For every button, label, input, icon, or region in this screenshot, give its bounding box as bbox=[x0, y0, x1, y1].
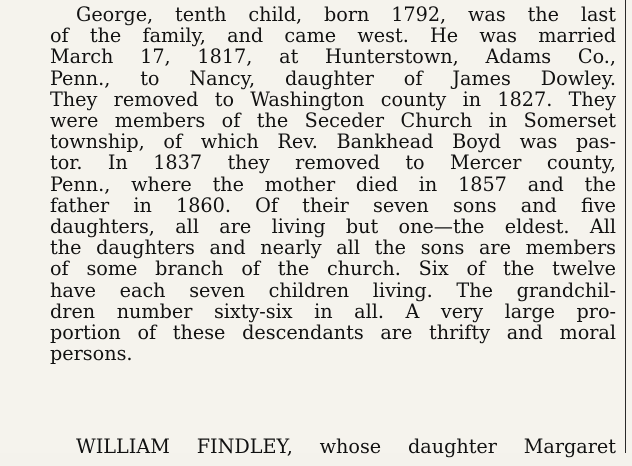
text-line: George, tenth child, born 1792, was the last bbox=[76, 3, 616, 26]
text-line: persons. bbox=[50, 342, 133, 366]
text-line: township, of which Rev. Bankhead Boyd was pas- bbox=[50, 130, 616, 154]
text-line: of the family, and came west. He was married bbox=[50, 24, 616, 48]
text-line: daughters, all are living but one—the eldest. All bbox=[50, 215, 616, 239]
text-line: father in 1860. Of their seven sons and five bbox=[50, 193, 616, 217]
text-line: tor. In 1837 they removed to Mercer county, bbox=[50, 151, 616, 175]
text-line: portion of these descendants are thrifty and moral bbox=[50, 321, 616, 345]
text-line: the daughters and nearly all the sons are members bbox=[50, 236, 616, 260]
text-line: March 17, 1817, at Hunterstown, Adams Co., bbox=[50, 45, 616, 69]
text-line: were members of the Seceder Church in Somerset bbox=[50, 109, 616, 133]
paragraph-george bbox=[50, 4, 616, 364]
text-line: dren number sixty-six in all. A very large pro- bbox=[50, 299, 616, 323]
next-paragraph-cutoff bbox=[50, 436, 616, 466]
column-rule bbox=[625, 0, 626, 453]
text-line: Penn., where the mother died in 1857 and the bbox=[50, 172, 616, 196]
text-line: They removed to Washington county in 1827. They bbox=[50, 87, 616, 111]
text-line: Penn., to Nancy, daughter of James Dowley. bbox=[50, 66, 616, 90]
text-line-partial: WILLIAM FINDLEY, whose daughter Margaret bbox=[76, 436, 616, 458]
text-line: of some branch of the church. Six of the twelve bbox=[50, 257, 616, 281]
text-line: have each seven children living. The grandchil- bbox=[50, 278, 616, 302]
